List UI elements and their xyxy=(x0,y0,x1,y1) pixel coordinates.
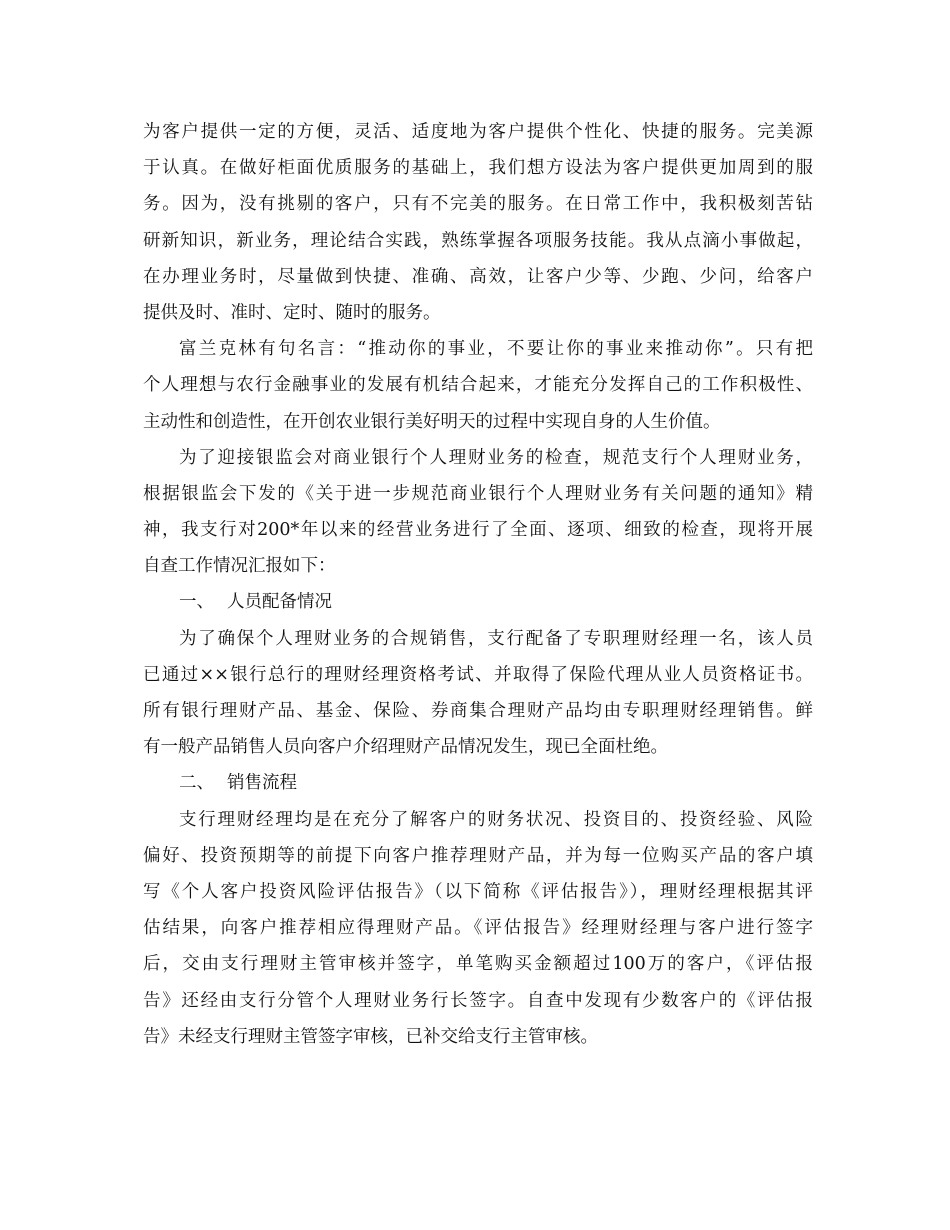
text-line: 研新知识，新业务，理论结合实践，熟练掌握各项服务技能。我从点滴小事做起， xyxy=(143,230,813,251)
text-line: 告》还经由支行分管个人理财业务行长签字。自查中发现有少数客户的《评估报 xyxy=(143,990,813,1011)
text-line: 个人理想与农行金融事业的发展有机结合起来，才能充分发挥自己的工作积极性、 xyxy=(143,375,813,396)
text-line: 已通过××银行总行的理财经理资格考试、并取得了保险代理从业人员资格证书。 xyxy=(143,664,813,685)
section-number: 二、 xyxy=(179,773,214,794)
text-line: 神，我支行对200*年以来的经营业务进行了全面、逐项、细致的检查，现将开展 xyxy=(143,520,813,541)
paragraph-staffing xyxy=(143,621,813,766)
text-line: 估结果，向客户推荐相应得理财产品。《评估报告》经理财经理与客户进行签字 xyxy=(143,918,813,939)
section-heading-sales-process xyxy=(143,765,813,801)
text-line: 富兰克林有句名言：“推动你的事业，不要让你的事业来推动你”。只有把 xyxy=(179,339,813,360)
text-line: 告》未经支行理财主管签字审核，已补交给支行主管审核。 xyxy=(143,1026,598,1047)
text-line: 为了迎接银监会对商业银行个人理财业务的检查，规范支行个人理财业务， xyxy=(179,447,813,468)
section-title: 销售流程 xyxy=(227,773,297,794)
text-line: 提供及时、准时、定时、随时的服务。 xyxy=(143,302,441,323)
document-body xyxy=(143,114,813,1055)
text-line: 自查工作情况汇报如下： xyxy=(143,556,336,577)
text-line: 为客户提供一定的方便，灵活、适度地为客户提供个性化、快捷的服务。完美源 xyxy=(143,122,813,142)
text-line: 根据银监会下发的《关于进一步规范商业银行个人理财业务有关问题的通知》精 xyxy=(143,483,813,504)
text-line: 偏好、投资预期等的前提下向客户推荐理财产品，并为每一位购买产品的客户填 xyxy=(143,845,813,866)
text-line: 务。因为，没有挑剔的客户，只有不完美的服务。在日常工作中，我积极刻苦钻 xyxy=(143,194,813,215)
section-heading-staffing xyxy=(143,584,813,620)
paragraph-self-inspection-intro xyxy=(143,440,813,585)
paragraph-sales-process xyxy=(143,802,813,1055)
section-title: 人员配备情况 xyxy=(227,592,332,613)
text-line: 写《个人客户投资风险评估报告》（以下简称《评估报告》），理财经理根据其评 xyxy=(143,881,813,902)
text-line: 后，交由支行理财主管审核并签字，单笔购买金额超过100万的客户，《评估报 xyxy=(143,954,813,975)
text-line: 主动性和创造性，在开创农业银行美好明天的过程中实现自身的人生价值。 xyxy=(143,411,721,432)
text-line: 在办理业务时，尽量做到快捷、准确、高效，让客户少等、少跑、少问，给客户 xyxy=(143,266,813,287)
text-line: 为了确保个人理财业务的合规销售，支行配备了专职理财经理一名，该人员 xyxy=(179,628,813,649)
section-number: 一、 xyxy=(179,592,214,613)
text-line: 支行理财经理均是在充分了解客户的财务状况、投资目的、投资经验、风险 xyxy=(179,809,813,830)
text-line: 有一般产品销售人员向客户介绍理财产品情况发生，现已全面杜绝。 xyxy=(143,737,668,758)
text-line: 于认真。在做好柜面优质服务的基础上，我们想方设法为客户提供更加周到的服 xyxy=(143,158,813,179)
paragraph-franklin-quote xyxy=(143,331,813,440)
paragraph-service xyxy=(143,114,813,331)
text-line: 所有银行理财产品、基金、保险、券商集合理财产品均由专职理财经理销售。鲜 xyxy=(143,701,813,721)
